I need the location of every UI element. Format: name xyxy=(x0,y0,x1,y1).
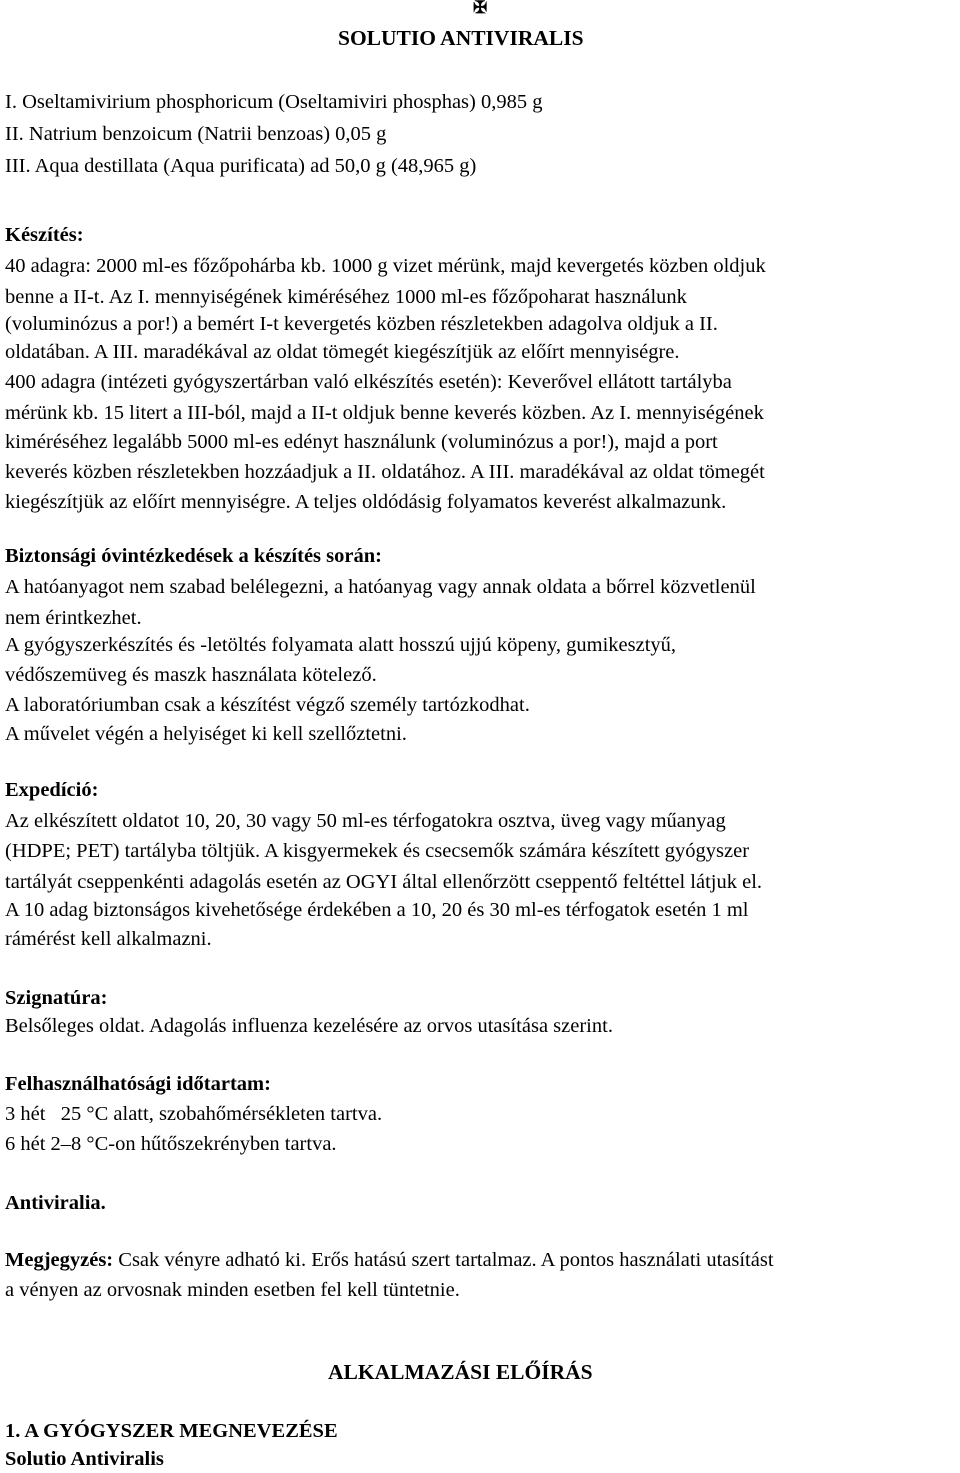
signature-line: Belsőleges oldat. Adagolás influenza kezelésére az orvos utasítása szerint. xyxy=(5,1015,613,1037)
dispatch-line: A 10 adag biztonságos kivehetősége érdekében a 10, 20 és 30 ml-es térfogatok esetén 1 ml xyxy=(5,899,749,921)
instructions-title: ALKALMAZÁSI ELŐÍRÁS xyxy=(328,1360,593,1384)
safety-line: A hatóanyagot nem szabad belélegezni, a hatóanyag vagy annak oldata a bőrrel közvetlenül xyxy=(5,576,756,598)
preparation-line: kiegészítjük az előírt mennyiségre. A teljes oldódásig folyamatos keverést alkalmazunk. xyxy=(5,491,727,513)
dispatch-line: rámérést kell alkalmazni. xyxy=(5,928,212,950)
dispatch-line: Az elkészített oldatot 10, 20, 30 vagy 50 ml-es térfogatokra osztva, üveg vagy műanyag xyxy=(5,810,726,832)
section1-heading: 1. A GYÓGYSZER MEGNEVEZÉSE xyxy=(5,1420,338,1442)
section1-value: Solutio Antiviralis xyxy=(5,1448,164,1470)
preparation-line: benne a II-t. Az I. mennyiségének kiméréséhez 1000 ml-es főzőpoharat használunk xyxy=(5,286,687,308)
note-line xyxy=(5,1247,774,1273)
safety-line: védőszemüveg és maszk használata kötelező. xyxy=(5,664,377,686)
shelf-life-heading: Felhasználhatósági időtartam: xyxy=(5,1073,271,1095)
note-label: Megjegyzés: xyxy=(5,1249,114,1271)
document-title: SOLUTIO ANTIVIRALIS xyxy=(338,26,584,50)
note-line-2: a vényen az orvosnak minden esetben fel kell tüntetnie. xyxy=(5,1279,460,1301)
ingredient-line: III. Aqua destillata (Aqua purificata) ad 50,0 g (48,965 g) xyxy=(5,155,477,177)
ingredient-line: II. Natrium benzoicum (Natrii benzoas) 0,05 g xyxy=(5,123,387,145)
ingredient-line: I. Oseltamivirium phosphoricum (Oseltamiviri phosphas) 0,985 g xyxy=(5,91,543,113)
safety-line: A gyógyszerkészítés és -letöltés folyamata alatt hosszú ujjú köpeny, gumikesztyű, xyxy=(5,634,677,656)
safety-line: A művelet végén a helyiséget ki kell szellőztetni. xyxy=(5,723,407,745)
dispatch-heading: Expedíció: xyxy=(5,779,99,801)
preparation-line: 40 adagra: 2000 ml-es főzőpohárba kb. 1000 g vizet mérünk, majd kevergetés közben oldjuk xyxy=(5,255,766,277)
shelf-life-line: 3 hét 25 °C alatt, szobahőmérsékleten tartva. xyxy=(5,1103,383,1125)
preparation-line: (voluminózus a por!) a bemért I-t kevergetés közben részletekben adagolva oldjuk a II. xyxy=(5,313,718,335)
preparation-heading: Készítés: xyxy=(5,224,84,246)
safety-heading: Biztonsági óvintézkedések a készítés során: xyxy=(5,545,382,567)
dispatch-line: (HDPE; PET) tartályba töltjük. A kisgyermekek és csecsemők számára készített gyógyszer xyxy=(5,840,750,862)
preparation-line: oldatában. A III. maradékával az oldat tömegét kiegészítjük az előírt mennyiségre. xyxy=(5,341,680,363)
signature-heading: Szignatúra: xyxy=(5,987,108,1009)
safety-line: A laboratóriumban csak a készítést végző személy tartózkodhat. xyxy=(5,694,530,716)
cross-symbol: ✠ xyxy=(473,0,488,17)
safety-line: nem érintkezhet. xyxy=(5,607,142,629)
category-label: Antiviralia. xyxy=(5,1192,106,1214)
preparation-line: kiméréséhez legalább 5000 ml-es edényt használunk (voluminózus a por!), majd a port xyxy=(5,431,718,453)
preparation-line: mérünk kb. 15 litert a III-ból, majd a II-t oldjuk benne keverés közben. Az I. mennyiségének xyxy=(5,402,764,424)
shelf-life-line: 6 hét 2–8 °C-on hűtőszekrényben tartva. xyxy=(5,1133,337,1155)
dispatch-line: tartályát cseppenkénti adagolás esetén az OGYI által ellenőrzött cseppentő feltéttel látjuk el. xyxy=(5,871,763,893)
note-text: Csak vényre adható ki. Erős hatású szert tartalmaz. A pontos használati utasítást xyxy=(113,1249,774,1271)
preparation-line: keverés közben részletekben hozzáadjuk a II. oldatához. A III. maradékával az oldat tömegét xyxy=(5,461,765,483)
preparation-line: 400 adagra (intézeti gyógyszertárban való elkészítés esetén): Keverővel ellátott tartályba xyxy=(5,371,732,393)
